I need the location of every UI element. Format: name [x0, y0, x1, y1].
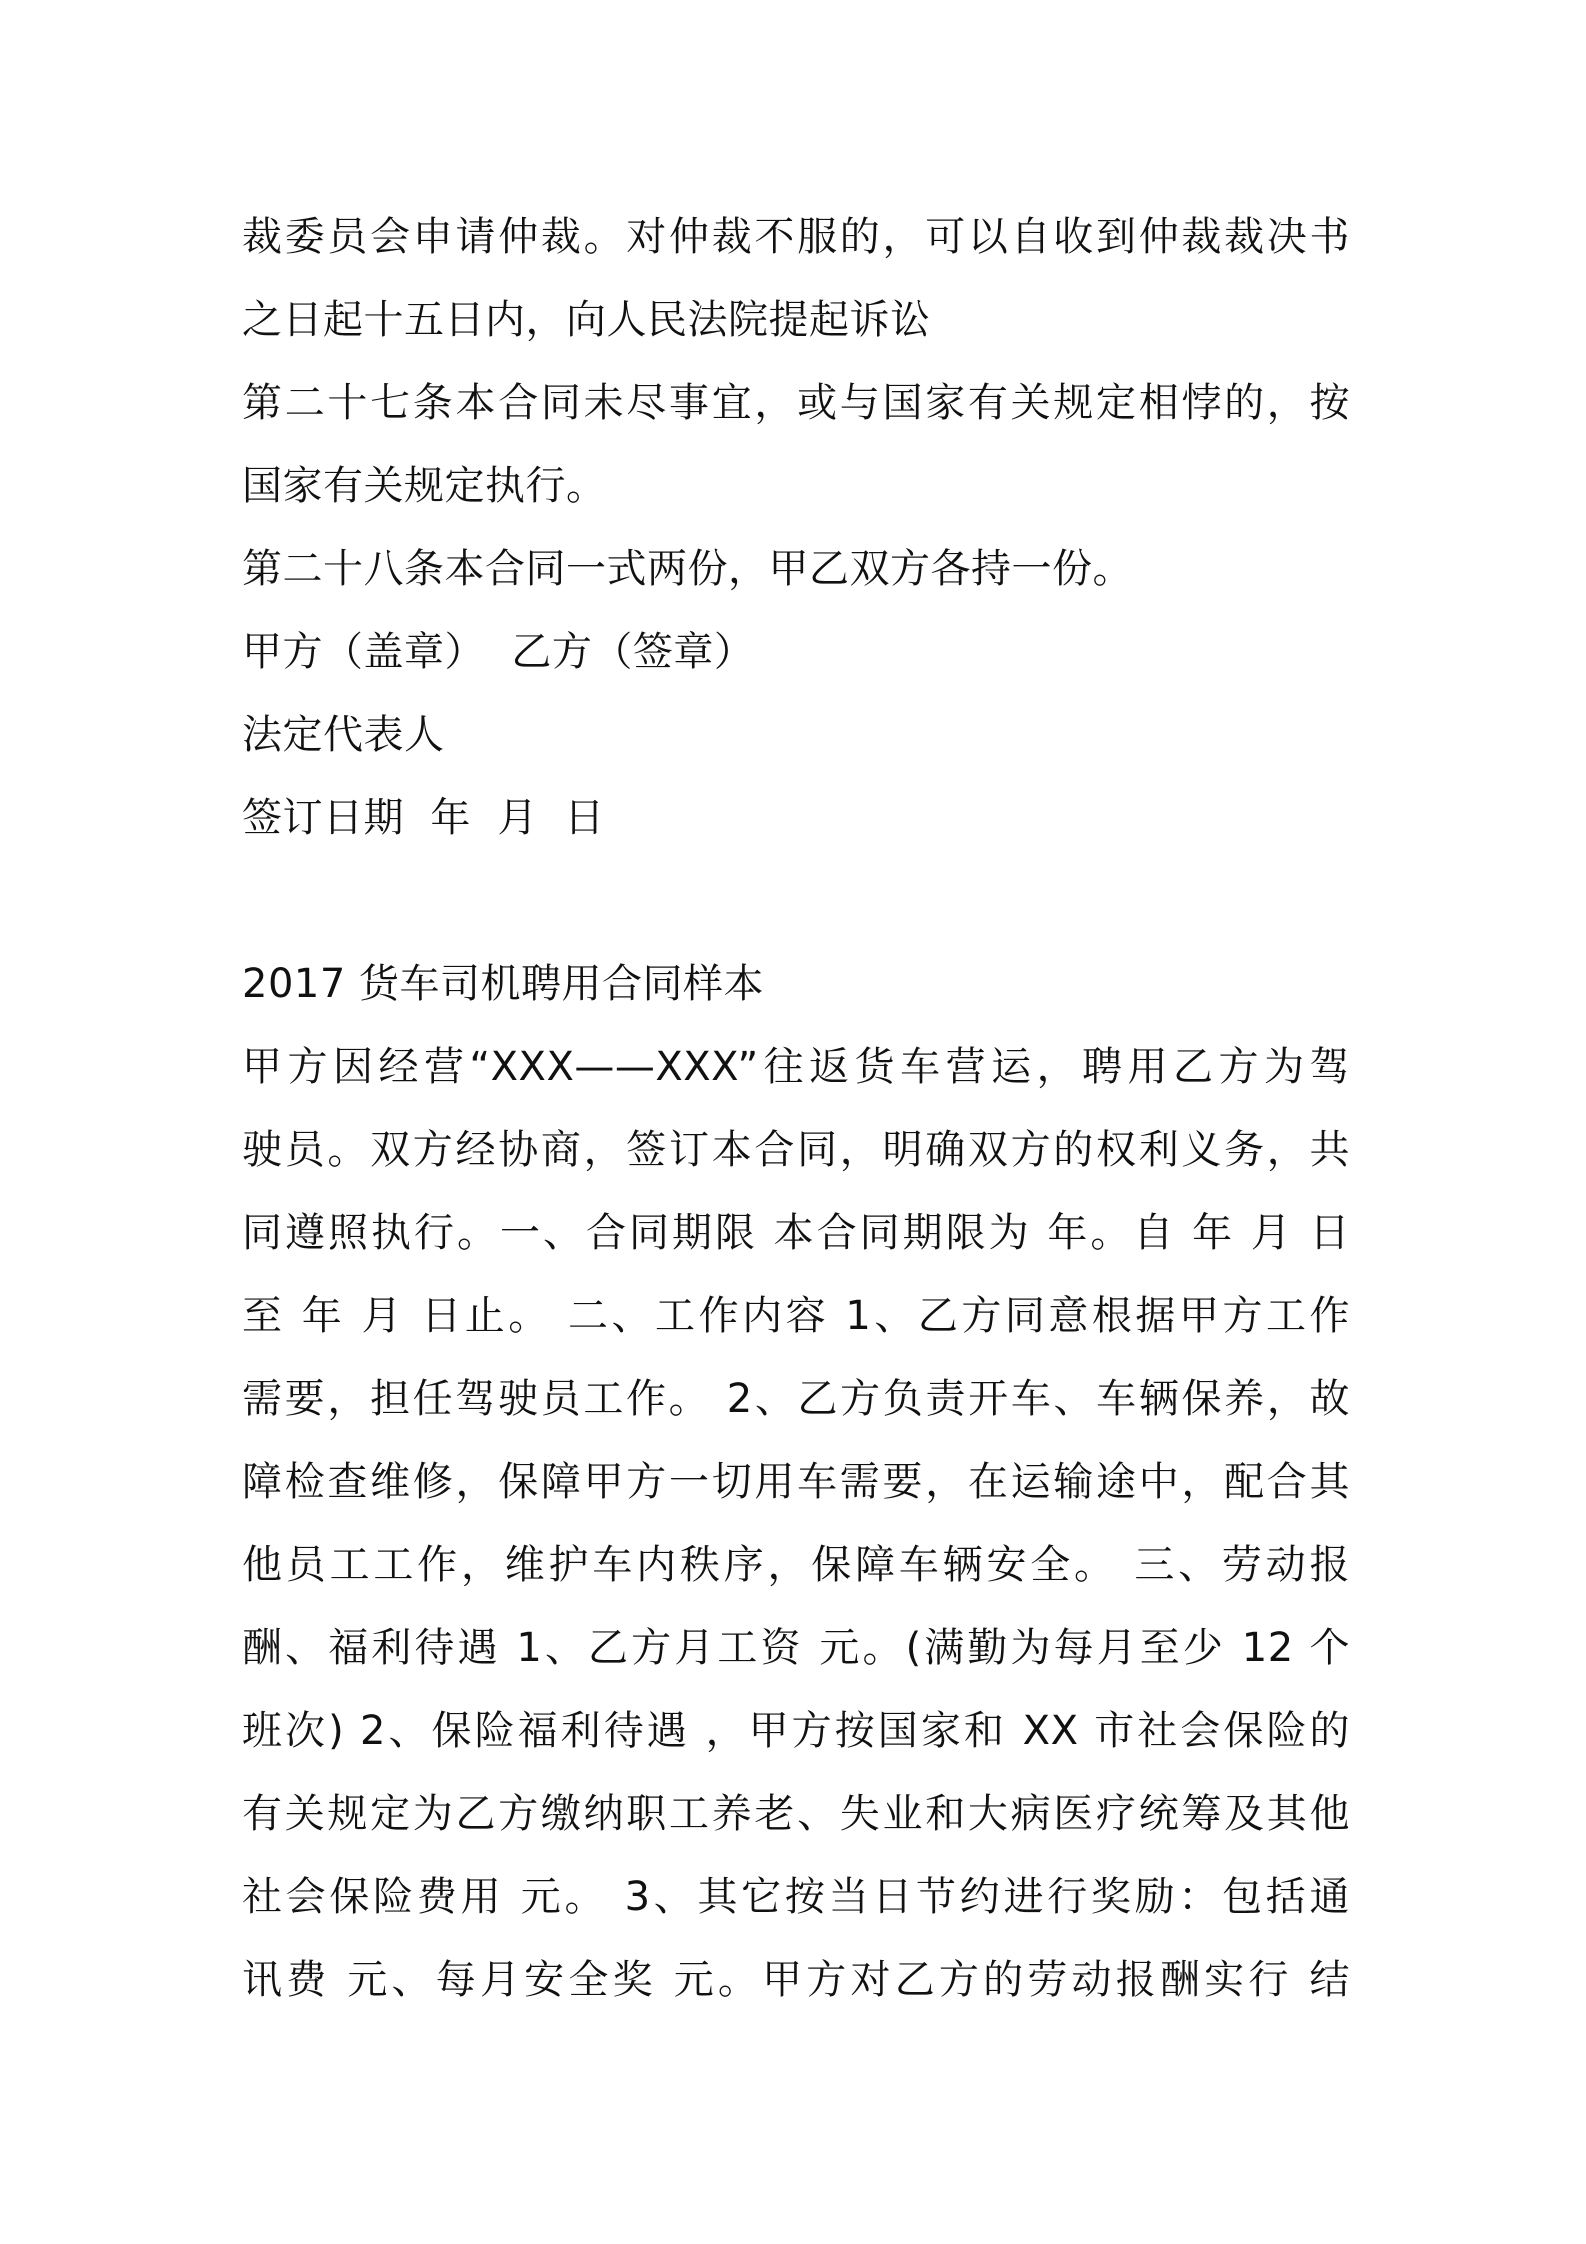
paragraph-line: 驶员。双方经协商，签订本合同，明确双方的权利义务，共: [242, 1127, 1350, 1173]
paragraph-line: 之日起十五日内，向人民法院提起诉讼: [242, 297, 931, 343]
article-27-line: 第二十七条本合同未尽事宜，或与国家有关规定相悖的，按: [242, 380, 1350, 426]
paragraph-line: 班次) 2、保险福利待遇 ，甲方按国家和 XX 市社会保险的: [242, 1708, 1350, 1754]
signing-date-line: 签订日期 年 月 日: [242, 795, 605, 841]
paragraph-line: 需要，担任驾驶员工作。 2、乙方负责开车、车辆保养，故: [242, 1376, 1350, 1422]
paragraph-line: 甲方因经营“XXX——XXX”往返货车营运，聘用乙方为驾: [242, 1044, 1350, 1090]
paragraph-line: 障检查维修，保障甲方一切用车需要，在运输途中，配合其: [242, 1459, 1350, 1505]
paragraph-line: 国家有关规定执行。: [242, 463, 607, 509]
paragraph-line: 他员工工作，维护车内秩序，保障车辆安全。 三、劳动报: [242, 1542, 1350, 1588]
paragraph-line: 同遵照执行。一、合同期限 本合同期限为 年。自 年 月 日: [242, 1210, 1350, 1256]
article-28-line: 第二十八条本合同一式两份，甲乙双方各持一份。: [242, 546, 1133, 592]
contract-title: 2017 货车司机聘用合同样本: [242, 961, 765, 1007]
document-text: [242, 196, 1350, 2022]
signature-parties-line: 甲方（盖章） 乙方（签章）: [242, 629, 755, 675]
legal-representative-line: 法定代表人: [242, 712, 445, 758]
section-gap: [242, 860, 1350, 943]
paragraph-line: 至 年 月 日止。 二、工作内容 1、乙方同意根据甲方工作: [242, 1293, 1350, 1339]
paragraph-line: 有关规定为乙方缴纳职工养老、失业和大病医疗统筹及其他: [242, 1791, 1350, 1837]
paragraph-line: 酬、福利待遇 1、乙方月工资 元。(满勤为每月至少 12 个: [242, 1625, 1350, 1671]
paragraph-line: 裁委员会申请仲裁。对仲裁不服的，可以自收到仲裁裁决书: [242, 214, 1350, 260]
paragraph-line: 讯费 元、每月安全奖 元。甲方对乙方的劳动报酬实行 结: [242, 1957, 1350, 2003]
paragraph-line: 社会保险费用 元。 3、其它按当日节约进行奖励：包括通: [242, 1874, 1350, 1920]
